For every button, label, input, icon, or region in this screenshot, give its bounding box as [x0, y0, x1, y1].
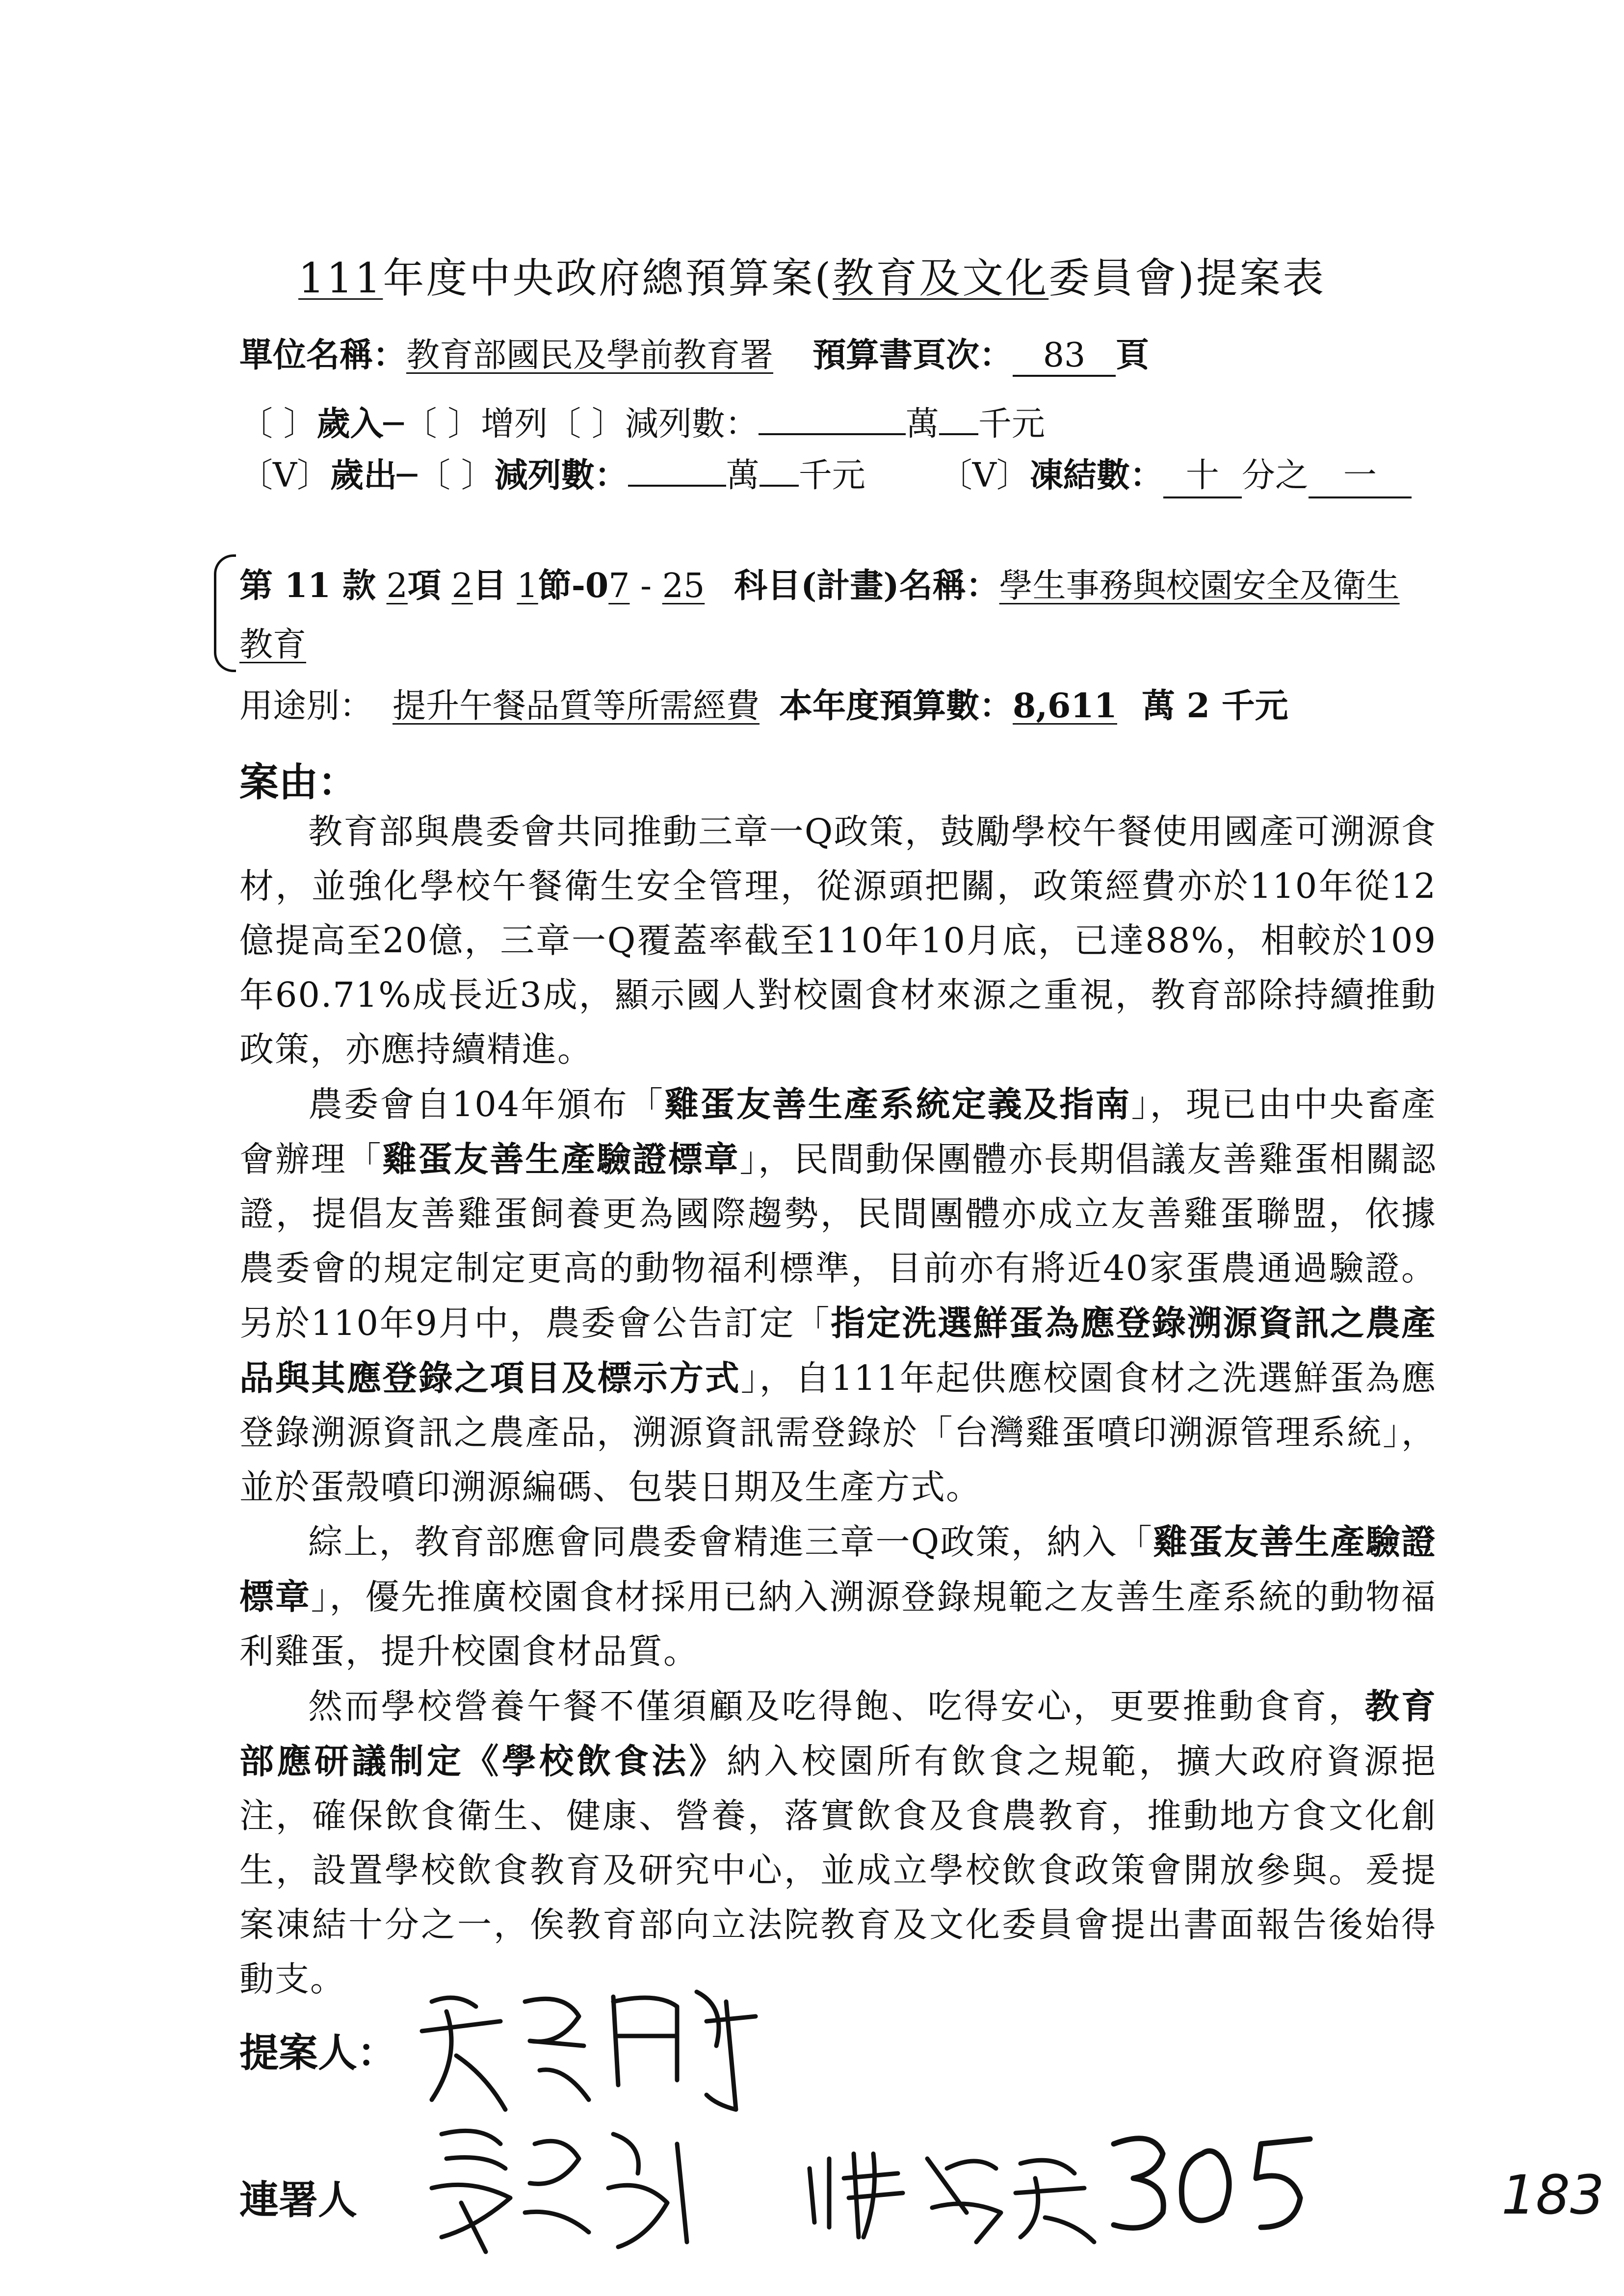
- expenditure-check: 〔V〕: [239, 456, 331, 495]
- expenditure-label: 歲出: [330, 456, 397, 495]
- revenue-decrease: 〔 〕減列數：: [548, 405, 759, 444]
- budget-label: 本年度預算數：: [779, 686, 1013, 726]
- p2-text-c: 」，現已由中央畜產會辦理「: [239, 1084, 1437, 1179]
- page-number-field: 83: [1013, 336, 1116, 377]
- code-2: 25: [662, 567, 705, 605]
- p4-text-a: 然而學校營養午餐不僅須顧及吃得飽、吃得安心，更要推動食育，: [308, 1686, 1365, 1726]
- subject-name-line2: 教育: [239, 626, 307, 664]
- unit-name: 教育部國民及學前教育署: [406, 336, 774, 375]
- handwritten-number-text: 305: [1104, 2124, 1105, 2125]
- unit-row: [239, 329, 1149, 377]
- cosigner-signature-1: [412, 2114, 726, 2257]
- handwritten-number-305: [1104, 2124, 1320, 2242]
- p2-bold-2: 雞蛋友善生產驗證標章: [382, 1139, 740, 1179]
- paragraph-1-text: 教育部與農委會共同推動三章一Q政策，鼓勵學校午餐使用國產可溯源食材，並強化學校午餐衛生安全管理，從源頭把關，政策經費亦於110年從12億提高至20億，三章一Q覆蓋率截至110年10月底，已達88%，相較於109年60.71%成長近3成，顯示國人對校園食材來源之重視，教育部除持續推動政策，亦應持續精進。: [239, 811, 1437, 1070]
- revenue-row: [239, 397, 1045, 445]
- mu-label: 目: [472, 566, 506, 605]
- freeze-numerator: 十: [1163, 449, 1242, 498]
- p2-text-a: 農委會自104年頒布「: [308, 1084, 665, 1124]
- p2-bold-1: 雞蛋友善生產系統定義及指南: [664, 1084, 1131, 1124]
- paragraph-3: [239, 1514, 1437, 1679]
- expenditure-row: [239, 449, 1412, 498]
- revenue-qian-blank: [939, 402, 978, 435]
- title-middle: 年度中央政府總預算案(: [383, 254, 833, 302]
- xiang-number: 2: [386, 567, 408, 605]
- paragraph-4: [239, 1679, 1437, 2007]
- expenditure-dash: ─: [397, 456, 418, 495]
- page-label: 預算書頁次：: [812, 336, 1013, 375]
- revenue-check: 〔 〕: [239, 405, 317, 444]
- code-1: 7: [608, 567, 630, 605]
- p3-bold: 雞蛋友善生產驗證標章: [239, 1521, 1437, 1617]
- revenue-dash: ─: [383, 405, 404, 444]
- p4-bold: 教育部應研議制定《學校飲食法》: [239, 1686, 1437, 1781]
- revenue-wan: 萬: [905, 405, 939, 444]
- title-tail: 委員會)提案表: [1048, 254, 1326, 302]
- usage-label: 用途別：: [239, 687, 373, 726]
- revenue-label: 歲入: [316, 404, 384, 444]
- p3-text-a: 綜上，教育部應會同農委會精進三章一Q政策，納入「: [308, 1522, 1153, 1562]
- subject-bracket: [214, 554, 236, 672]
- revenue-wan-blank: [759, 402, 906, 435]
- page-number: 183: [1501, 2164, 1604, 2226]
- p2-text-e: 」，自111年起供應校園食材之洗選鮮蛋為應登錄溯源資訊之農產品，溯源資訊需登錄於「台灣雞蛋噴印溯源管理系統」，並於蛋殼噴印溯源編碼、包裝日期及生產方式。: [239, 1358, 1437, 1507]
- kuan: 第 11 款: [239, 566, 376, 605]
- proposer-signature: [402, 1972, 775, 2119]
- case-heading: 案由：: [239, 759, 357, 805]
- jie-number: 1: [517, 567, 538, 605]
- page-suffix: 頁: [1116, 336, 1150, 375]
- cosigner-label: 連署人: [239, 2177, 357, 2223]
- expenditure-qian-blank: [760, 453, 799, 487]
- mu-number: 2: [451, 567, 473, 605]
- title-year: 111: [298, 254, 383, 302]
- budget-value: 8,611: [1013, 686, 1117, 726]
- usage-row: [239, 679, 1288, 727]
- freeze-check: 〔V〕: [939, 456, 1030, 495]
- p2-text-d: 」，民間動保團體亦長期倡議友善雞蛋相關認證，提倡友善雞蛋飼養更為國際趨勢，民間團體亦成立友善雞蛋聯盟，依據農委會的規定制定更高的動物福利標準，目前亦有將近40家蛋農通過驗證。另於110年9月中，農委會公告訂定「: [239, 1139, 1437, 1343]
- proposer-label: 提案人：: [239, 2030, 396, 2076]
- jie-label: 節-0: [538, 566, 609, 605]
- unit-label: 單位名稱：: [239, 336, 407, 375]
- form-title: [0, 245, 1624, 305]
- subject-row: [239, 559, 1400, 607]
- case-body: [239, 805, 1437, 2007]
- xiang-label: 項: [407, 566, 441, 605]
- expenditure-wan-blank: [628, 453, 726, 487]
- revenue-qian: 千元: [978, 405, 1045, 444]
- subject-name-line1: 學生事務與校園安全及衛生: [999, 567, 1400, 605]
- p4-text-c: 納入校園所有飲食之規範，擴大政府資源挹注，確保飲食衛生、健康、營養，落實飲食及食農教育，推動地方食文化創生，設置學校飲食教育及研究中心，並成立學校飲食政策會開放參與。爰提案凍結十分之一，俟教育部向立法院教育及文化委員會提出書面報告後始得動支。: [239, 1741, 1437, 1999]
- code-sep: -: [629, 567, 662, 605]
- paragraph-1: [239, 805, 1437, 1077]
- p2-bold-3: 指定洗選鮮蛋為應登錄溯源資訊之農產品與其應登錄之項目及標示方式: [239, 1303, 1437, 1398]
- freeze-label: 凍結數：: [1029, 456, 1163, 495]
- usage-value: 提升午餐品質等所需經費: [393, 687, 760, 726]
- subject-row-2: [239, 618, 306, 666]
- title-committee: 教育及文化: [833, 254, 1049, 302]
- cosigner-signature-2: [800, 2139, 1104, 2247]
- subject-name-label: 科目(計畫)名稱：: [734, 566, 999, 605]
- freeze-mid: 分之: [1241, 456, 1309, 495]
- paragraph-2: [239, 1077, 1437, 1514]
- expenditure-decrease-check: 〔 〕: [417, 456, 495, 495]
- p3-text-c: 」，優先推廣校園食材採用已納入溯源登錄規範之友善生產系統的動物福利雞蛋，提升校園食材品質。: [239, 1577, 1437, 1671]
- expenditure-wan: 萬: [726, 456, 760, 495]
- budget-unit: 萬 2 千元: [1141, 686, 1288, 726]
- freeze-denominator: 一: [1309, 449, 1412, 498]
- expenditure-qian: 千元: [798, 456, 865, 495]
- revenue-increase: 〔 〕增列: [403, 405, 548, 444]
- expenditure-decrease-label: 減列數：: [494, 456, 628, 495]
